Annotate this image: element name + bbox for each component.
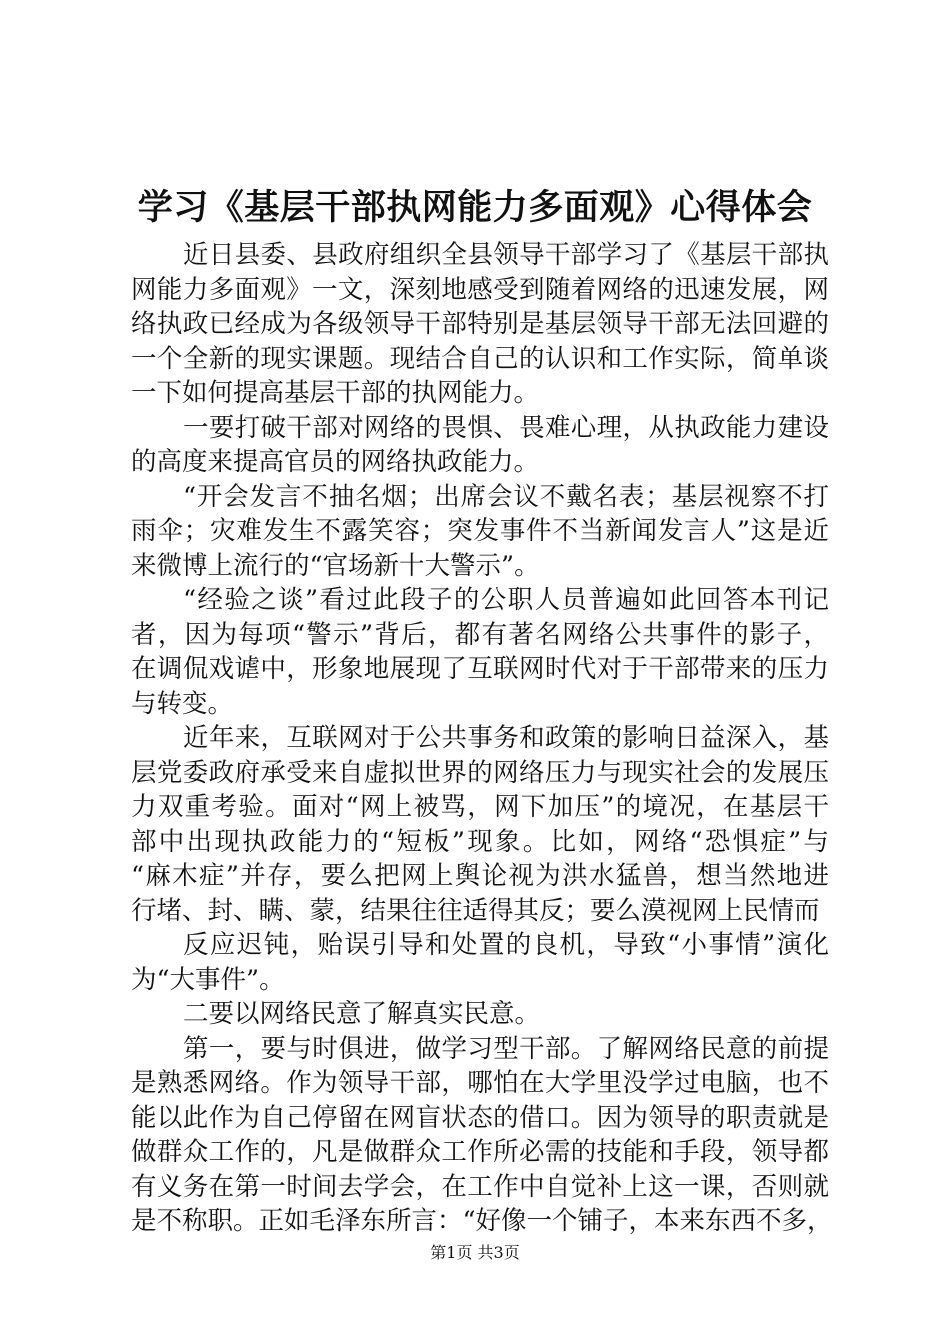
paragraph-line: 一下如何提高基层干部的执网能力。: [131, 378, 540, 408]
paragraph-line: 来微博上流行的“官场新十大警示”。: [131, 551, 540, 581]
paragraph-line: 行堵、封、瞒、蒙，结果往往适得其反；要么漠视网上民情而: [131, 896, 820, 926]
paragraph-line: 络执政已经成为各级领导干部特别是基层领导干部无法回避的: [131, 309, 829, 339]
paragraph-line: 一要打破干部对网络的畏惧、畏难心理，从执政能力建设: [183, 413, 829, 443]
paragraph-line: 反应迟钝，贻误引导和处置的良机，导致“小事情”演化: [183, 930, 829, 960]
paragraph-line: 一个全新的现实课题。现结合自己的认识和工作实际，简单谈: [131, 344, 829, 374]
page-number-footer: 第1页 共3页: [430, 1243, 520, 1262]
paragraph-line: 者，因为每项“警示”背后，都有著名网络公共事件的影子，: [131, 620, 829, 650]
paragraph-line: 有义务在第一时间去学会，在工作中自觉补上这一课，否则就: [131, 1172, 829, 1202]
paragraph-line: 第一，要与时俱进，做学习型干部。了解网络民意的前提: [183, 1034, 829, 1064]
paragraph-line: 与转变。: [131, 689, 234, 719]
document-title: 学习《基层干部执网能力多面观》心得体会: [137, 187, 813, 228]
paragraph-line: 力双重考验。面对“网上被骂，网下加压”的境况，在基层干: [131, 792, 829, 822]
paragraph-line: 做群众工作的，凡是做群众工作所必需的技能和手段，领导都: [131, 1137, 829, 1167]
paragraph-line: 部中出现执政能力的“短板”现象。比如，网络“恐惧症”与: [131, 827, 829, 857]
paragraph-line: 近日县委、县政府组织全县领导干部学习了《基层干部执: [183, 240, 829, 270]
paragraph-line: 是熟悉网络。作为领导干部，哪怕在大学里没学过电脑，也不: [131, 1068, 829, 1098]
paragraph-line: 雨伞；灾难发生不露笑容；突发事件不当新闻发言人”这是近: [131, 516, 829, 546]
paragraph-line: 在调侃戏谑中，形象地展现了互联网时代对于干部带来的压力: [131, 654, 829, 684]
paragraph-line: 层党委政府承受来自虚拟世界的网络压力与现实社会的发展压: [131, 758, 829, 788]
paragraph-line: “开会发言不抽名烟；出席会议不戴名表；基层视察不打: [183, 482, 829, 512]
paragraph-line: 网能力多面观》一文，深刻地感受到随着网络的迅速发展，网: [131, 275, 829, 305]
paragraph-line: 为“大事件”。: [131, 965, 285, 995]
paragraph-line: 能以此作为自己停留在网盲状态的借口。因为领导的职责就是: [131, 1103, 829, 1133]
paragraph-line: 二要以网络民意了解真实民意。: [183, 999, 541, 1029]
paragraph-line: 是不称职。正如毛泽东所言：“好像一个铺子，本来东西不多，: [131, 1206, 833, 1236]
paragraph-line: 近年来，互联网对于公共事务和政策的影响日益深入，基: [183, 723, 829, 753]
paragraph-line: 的高度来提高官员的网络执政能力。: [131, 447, 540, 477]
paragraph-line: “麻木症”并存，要么把网上舆论视为洪水猛兽，想当然地进: [131, 861, 829, 891]
paragraph-line: “经验之谈”看过此段子的公职人员普遍如此回答本刊记: [183, 585, 829, 615]
